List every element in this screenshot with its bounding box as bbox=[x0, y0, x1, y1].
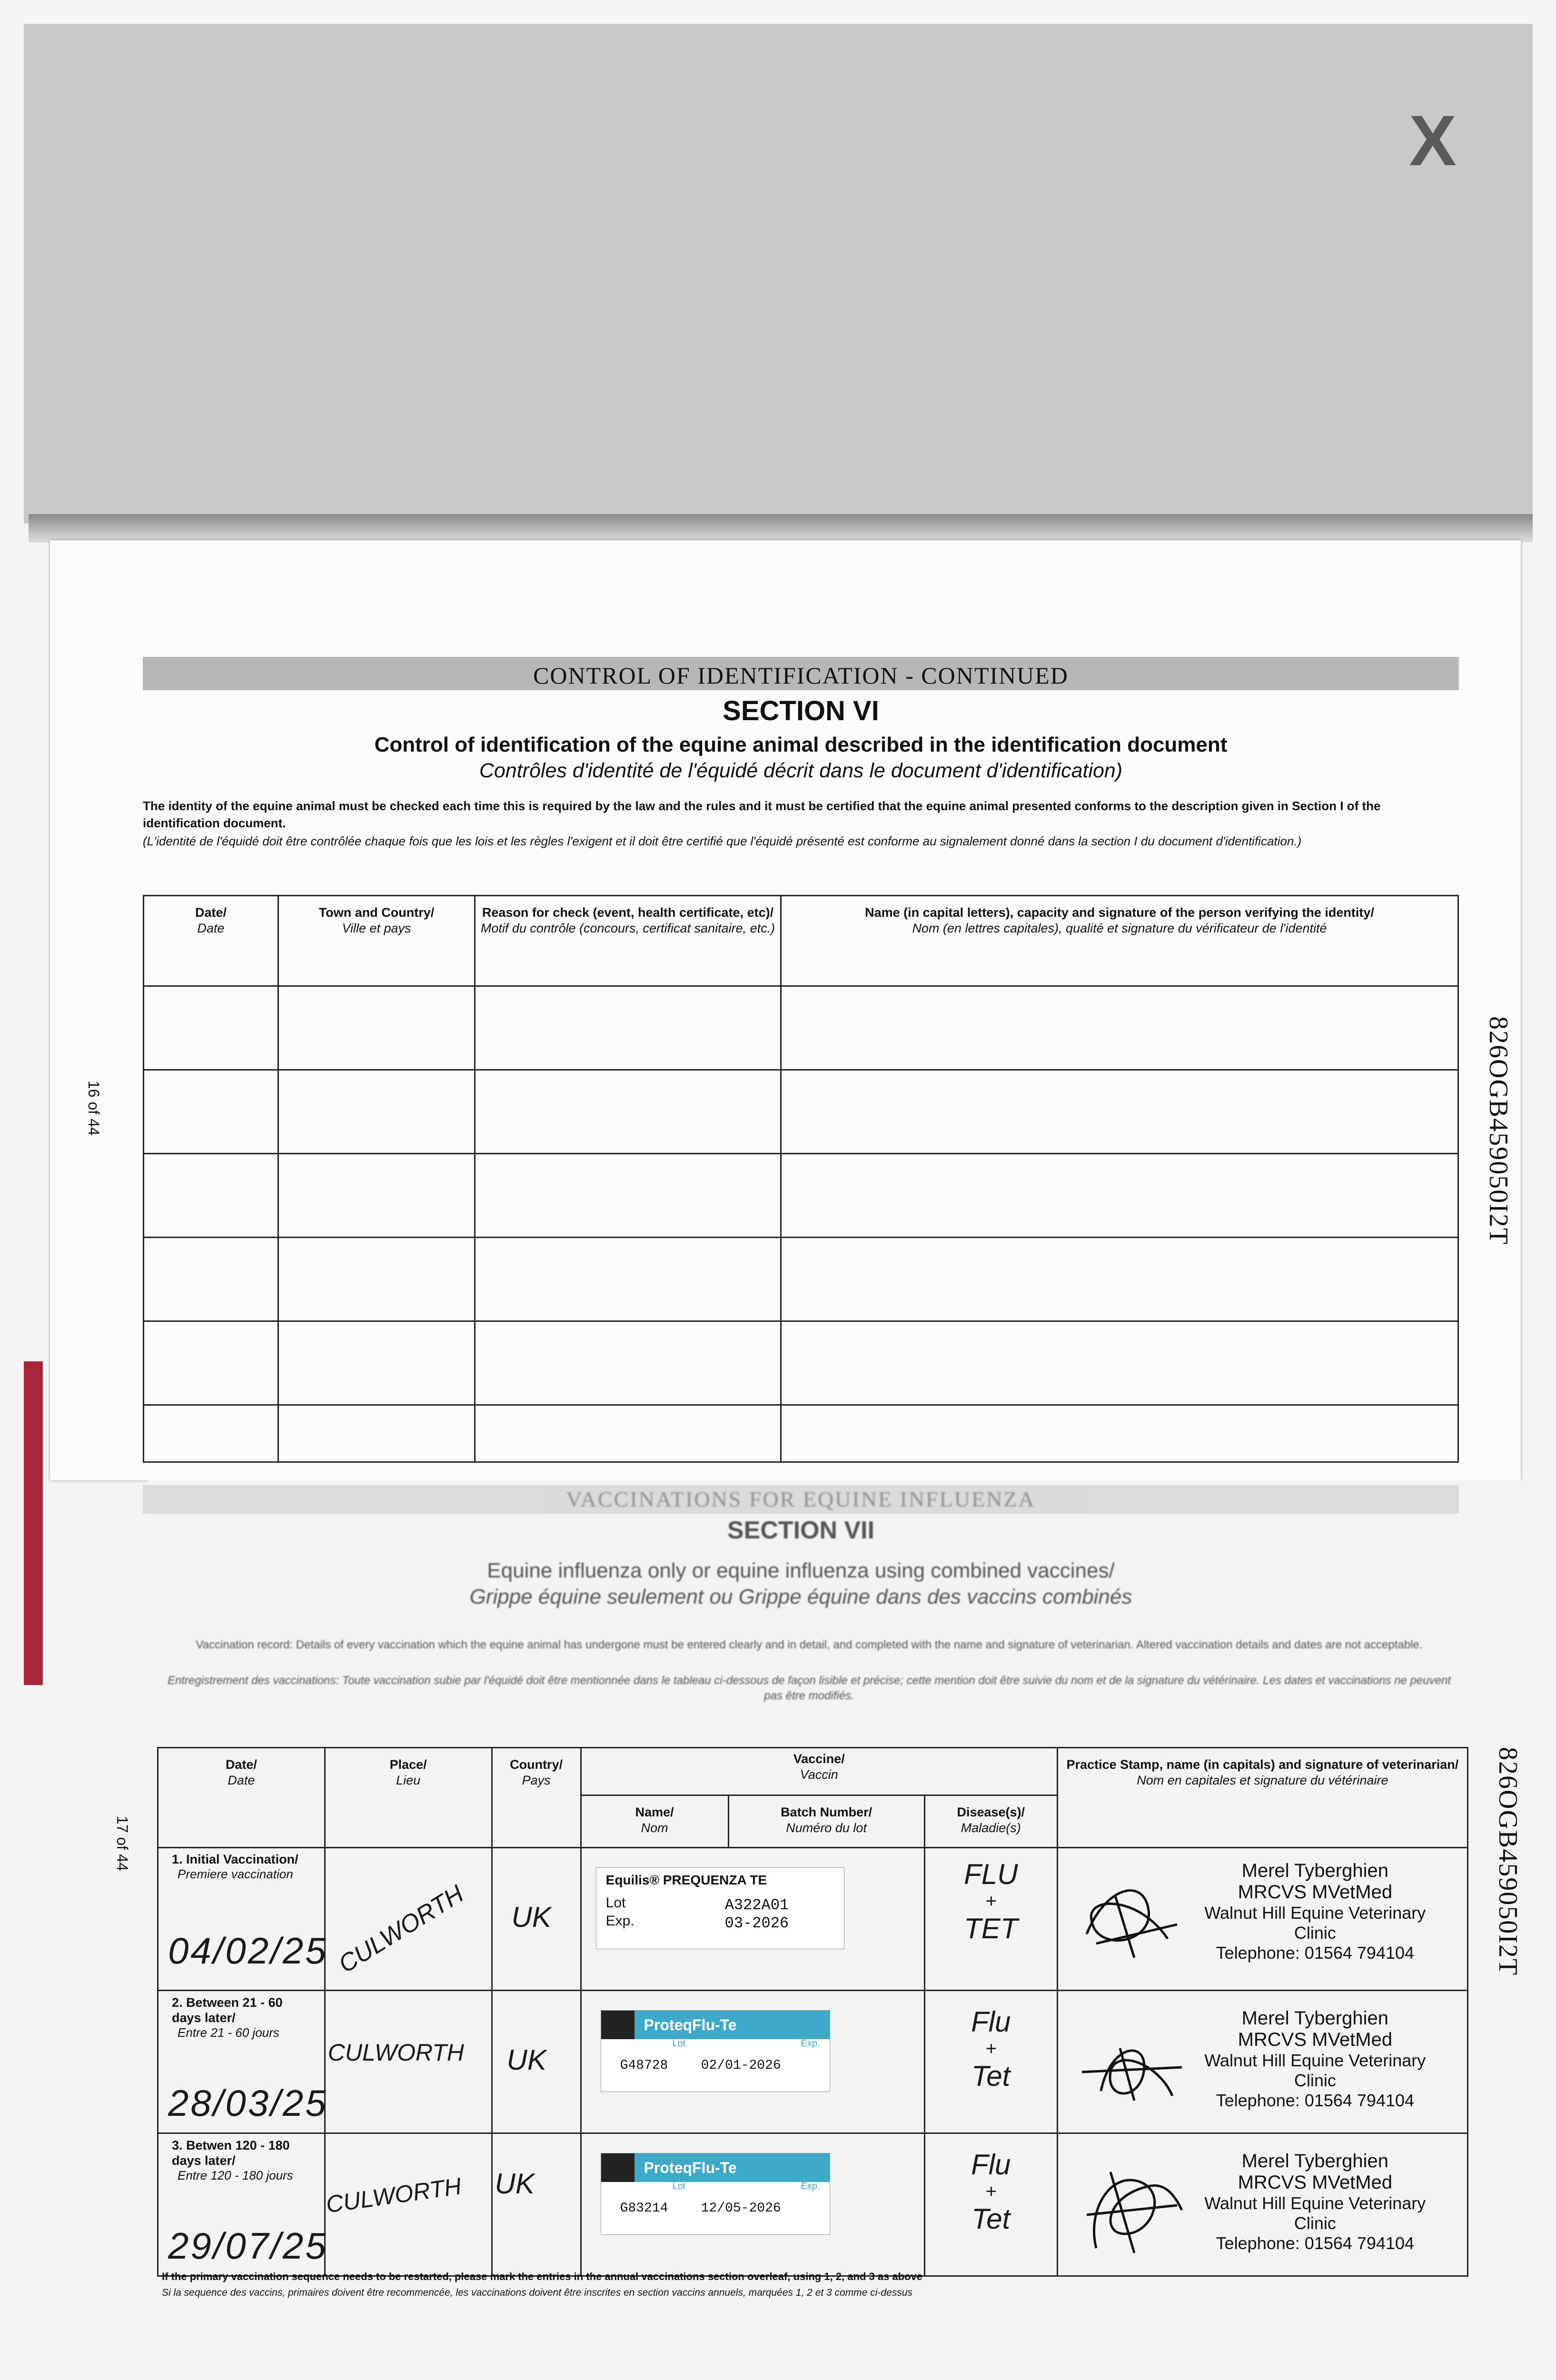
section-7-subtitle-fr: Grippe équine seulement ou Grippe équine dans des vaccins combinés bbox=[469, 1585, 1132, 1608]
place-cell[interactable] bbox=[325, 2133, 492, 2276]
country-cell[interactable] bbox=[492, 2133, 581, 2276]
table-cell[interactable] bbox=[278, 1238, 475, 1321]
table-row bbox=[144, 986, 1458, 1070]
vet-name: Merel Tyberghien bbox=[1241, 2008, 1388, 2029]
table-cell[interactable] bbox=[144, 1405, 278, 1462]
vet-name: Merel Tyberghien bbox=[1241, 1860, 1388, 1881]
document-number-bottom: 826OGB459050I2T bbox=[1493, 1747, 1523, 1976]
sticker-exp-label: Exp. bbox=[801, 2181, 820, 2192]
table-cell[interactable] bbox=[781, 1070, 1458, 1154]
table-cell[interactable] bbox=[278, 1405, 475, 1462]
country-cell[interactable] bbox=[492, 1848, 581, 1991]
date-cell[interactable] bbox=[158, 2133, 328, 2276]
vaccine-sticker bbox=[601, 2010, 830, 2092]
table-cell[interactable] bbox=[781, 1238, 1458, 1321]
table-cell[interactable] bbox=[144, 986, 278, 1070]
vaccine-sticker bbox=[601, 2153, 830, 2235]
sticker-logo-icon bbox=[601, 2153, 634, 2182]
section-7-banner bbox=[143, 1485, 1459, 1514]
table-row bbox=[144, 1238, 1458, 1321]
header-country: Country/ Pays bbox=[492, 1748, 581, 1848]
table-cell[interactable] bbox=[278, 1070, 475, 1154]
table-cell[interactable] bbox=[278, 1154, 475, 1238]
stamp-cell bbox=[1057, 2133, 1467, 2276]
header-place: Place/ Lieu bbox=[325, 1748, 492, 1848]
clinic-phone: Telephone: 01564 794104 bbox=[1216, 1943, 1415, 1963]
sticker-vaccine-name: Equilis® PREQUENZA TE bbox=[605, 1873, 767, 1887]
clinic-name: Walnut Hill Equine Veterinary Clinic bbox=[1204, 2193, 1426, 2233]
section-7-note: Vaccination record: Details of every vaccination which the equine animal has undergone must be entered clearly and in detail, and completed with the name and signature of veterinarian. Altered vaccination details and dates are not acceptable. bbox=[196, 1638, 1423, 1651]
header-date: Date/ Date bbox=[158, 1748, 325, 1848]
vet-stamp bbox=[1182, 1860, 1448, 1963]
disease-2: TET bbox=[964, 1913, 1018, 1944]
disease-plus: + bbox=[985, 2181, 997, 2202]
footer-note-fr: Si la sequence des vaccins, primaires doivent être recommencée, les vaccinations doivent être inscrites en section vaccins annuels, marquées 1, 2 et 3 comme ci-dessus bbox=[162, 2287, 912, 2298]
stamp-cell bbox=[1057, 1991, 1467, 2133]
vaccination-table bbox=[157, 1747, 1468, 2277]
header-date: Date/ Date bbox=[144, 896, 278, 986]
disease-2: Tet bbox=[971, 2203, 1011, 2235]
disease-plus: + bbox=[985, 2038, 997, 2059]
disease-cell[interactable] bbox=[924, 1991, 1057, 2133]
table-cell[interactable] bbox=[278, 1321, 475, 1405]
page-edge bbox=[29, 514, 1533, 543]
table-cell[interactable] bbox=[475, 1321, 781, 1405]
section-6-note-fr: (L'identité de l'équidé doit être contrôlée chaque fois que les lois et les règles l'exigent et il doit être certifié que l'équidé présenté est conforme au signalement donné dans la section I du document d'identification.) bbox=[143, 834, 1302, 848]
signature-scribble bbox=[1068, 2020, 1191, 2115]
section-7-banner-text: VACCINATIONS FOR EQUINE INFLUENZA bbox=[566, 1487, 1036, 1511]
expiry-date: 12/05-2026 bbox=[701, 2201, 781, 2216]
section-6-title: SECTION VI bbox=[723, 695, 879, 726]
section-6-note: The identity of the equine animal must be checked each time this is required by the law and the rules and it must be certified that the equine animal presented conforms to the description given in Section I of the identification document. bbox=[143, 799, 1381, 830]
table-cell[interactable] bbox=[144, 1154, 278, 1238]
footer-note: If the primary vaccination sequence needs to be restarted, please mark the entries in the annual vaccinations section overleaf, using 1, 2, and 3 as above bbox=[162, 2271, 923, 2282]
date-cell[interactable] bbox=[158, 1991, 328, 2133]
vaccine-sticker-cell bbox=[581, 1991, 924, 2133]
batch-number: G48728 bbox=[620, 2058, 668, 2073]
clinic-name: Walnut Hill Equine Veterinary Clinic bbox=[1204, 2051, 1426, 2090]
handwritten-country: UK bbox=[506, 2044, 546, 2076]
table-cell[interactable] bbox=[475, 986, 781, 1070]
signature-scribble bbox=[1068, 2153, 1191, 2267]
handwritten-place: CULWORTH bbox=[327, 2039, 464, 2066]
sticker-vaccine-name: ProteqFlu-Te bbox=[601, 2011, 830, 2039]
vaccination-row bbox=[158, 1991, 1468, 2133]
table-cell[interactable] bbox=[144, 1321, 278, 1405]
passport-cover bbox=[24, 24, 1533, 524]
stamp-cell bbox=[1057, 1848, 1467, 1991]
section-6-banner bbox=[143, 657, 1459, 690]
section-6-subtitle-fr: Contrôles d'identité de l'équidé décrit dans le document d'identification) bbox=[479, 759, 1123, 782]
sticker-lot-label: Lot bbox=[605, 1895, 626, 1911]
batch-number: G83214 bbox=[620, 2201, 668, 2216]
sticker-logo-icon bbox=[601, 2011, 634, 2039]
vaccine-sticker-cell bbox=[581, 2133, 924, 2276]
handwritten-country: UK bbox=[511, 1901, 551, 1933]
table-row bbox=[144, 1321, 1458, 1405]
section-7-title: SECTION VII bbox=[727, 1517, 875, 1544]
disease-plus: + bbox=[985, 1891, 997, 1912]
page-number-16: 16 of 44 bbox=[85, 1081, 102, 1136]
handwritten-date: 28/03/25 bbox=[168, 2082, 328, 2124]
expiry-date: 03-2026 bbox=[724, 1914, 789, 1932]
disease-1: Flu bbox=[971, 2006, 1011, 2038]
header-disease: Disease(s)/ Maladie(s) bbox=[924, 1795, 1057, 1848]
row-label-fr: Premiere vaccination bbox=[178, 1867, 293, 1881]
vaccine-sticker bbox=[596, 1867, 844, 1949]
vaccine-sticker-cell bbox=[581, 1848, 924, 1991]
sticker-exp-label: Exp. bbox=[605, 1913, 634, 1929]
batch-number: A322A01 bbox=[724, 1896, 789, 1914]
handwritten-place: CULWORTH bbox=[324, 2172, 463, 2218]
header-stamp: Practice Stamp, name (in capitals) and signature of veterinarian/ Nom en capitales et signature du vétérinaire bbox=[1057, 1748, 1467, 1848]
table-cell[interactable] bbox=[781, 1405, 1458, 1462]
table-cell[interactable] bbox=[781, 1154, 1458, 1238]
clinic-name: Walnut Hill Equine Veterinary Clinic bbox=[1204, 1903, 1426, 1943]
disease-2: Tet bbox=[971, 2060, 1011, 2092]
disease-1: Flu bbox=[971, 2149, 1011, 2181]
table-cell[interactable] bbox=[475, 1405, 781, 1462]
binding-strip bbox=[24, 1361, 43, 1685]
table-cell[interactable] bbox=[278, 986, 475, 1070]
table-row bbox=[144, 1070, 1458, 1154]
sticker-exp-label: Exp. bbox=[801, 2038, 820, 2049]
header-vaccine: Vaccine/ Vaccin bbox=[581, 1748, 1057, 1795]
clinic-phone: Telephone: 01564 794104 bbox=[1216, 2233, 1415, 2253]
table-cell[interactable] bbox=[144, 1070, 278, 1154]
identity-check-table bbox=[143, 895, 1459, 1463]
table-row bbox=[144, 1405, 1458, 1462]
sticker-vaccine-name: ProteqFlu-Te bbox=[601, 2153, 830, 2182]
vet-qualification: MRCVS MVetMed bbox=[1238, 2029, 1393, 2050]
table-cell[interactable] bbox=[781, 1321, 1458, 1405]
banner-text: CONTROL OF IDENTIFICATION - CONTINUED bbox=[533, 662, 1069, 689]
header-vaccine-name: Name/ Nom bbox=[581, 1795, 728, 1848]
row-label-fr: Entre 21 - 60 jours bbox=[178, 2025, 279, 2040]
vet-stamp bbox=[1182, 2008, 1448, 2111]
table-cell[interactable] bbox=[475, 1154, 781, 1238]
table-cell[interactable] bbox=[475, 1070, 781, 1154]
section-7-note-fr: Entregistrement des vaccinations: Toute vaccination subie par l'équidé doit être mentionnée dans le tableau ci-dessous de façon lisible et précise; cette mention doit être suivie du nom et de la signature du vétérinaire. Les dates et vaccinations ne peuvent pas être modifiés. bbox=[168, 1674, 1451, 1702]
row-label-fr: Entre 120 - 180 jours bbox=[178, 2168, 293, 2182]
handwritten-place: CULWORTH bbox=[334, 1880, 469, 1979]
header-verifier: Name (in capital letters), capacity and signature of the person verifying the identity/ Nom (en lettres capitales), qualité et signature du vérificateur de l'identité bbox=[781, 896, 1458, 986]
table-cell[interactable] bbox=[781, 986, 1458, 1070]
header-town: Town and Country/ Ville et pays bbox=[278, 896, 475, 986]
disease-cell[interactable] bbox=[924, 1848, 1057, 1991]
row-label: 1. Initial Vaccination/ bbox=[172, 1852, 298, 1866]
table-cell[interactable] bbox=[144, 1238, 278, 1321]
cover-x-mark: X bbox=[1409, 100, 1457, 180]
section-6-subtitle: Control of identification of the equine animal described in the identification document bbox=[374, 733, 1228, 756]
row-label: 3. Betwen 120 - 180 days later/ bbox=[172, 2138, 290, 2168]
expiry-date: 02/01-2026 bbox=[701, 2058, 781, 2073]
disease-1: FLU bbox=[964, 1858, 1018, 1890]
signature-scribble bbox=[1068, 1867, 1191, 1972]
table-cell[interactable] bbox=[475, 1238, 781, 1321]
place-cell[interactable] bbox=[325, 1991, 492, 2133]
vet-name: Merel Tyberghien bbox=[1241, 2151, 1388, 2172]
handwritten-date: 04/02/25 bbox=[168, 1930, 328, 1972]
header-reason: Reason for check (event, health certificate, etc)/ Motif du contrôle (concours, certificat sanitaire, etc.) bbox=[475, 896, 781, 986]
header-batch: Batch Number/ Numéro du lot bbox=[728, 1795, 924, 1848]
sticker-lot-label: Lot bbox=[672, 2181, 686, 2192]
vet-stamp bbox=[1182, 2151, 1448, 2253]
handwritten-date: 29/07/25 bbox=[168, 2225, 328, 2267]
row-label: 2. Between 21 - 60 days later/ bbox=[172, 1995, 283, 2025]
vaccination-row bbox=[158, 1848, 1468, 1991]
section-7-subtitle: Equine influenza only or equine influenza using combined vaccines/ bbox=[487, 1559, 1115, 1582]
country-cell[interactable] bbox=[492, 1991, 581, 2133]
disease-cell[interactable] bbox=[924, 2133, 1057, 2276]
place-cell[interactable] bbox=[325, 1848, 492, 1991]
vet-qualification: MRCVS MVetMed bbox=[1238, 1882, 1393, 1903]
vaccination-row bbox=[158, 2133, 1468, 2276]
sticker-lot-label: Lot bbox=[672, 2038, 686, 2049]
handwritten-country: UK bbox=[495, 2168, 535, 2200]
document-number-top: 826OGB459050I2T bbox=[1484, 1016, 1513, 1246]
clinic-phone: Telephone: 01564 794104 bbox=[1216, 2091, 1415, 2110]
vet-qualification: MRCVS MVetMed bbox=[1238, 2172, 1393, 2193]
table-row bbox=[144, 1154, 1458, 1238]
page-number-17: 17 of 44 bbox=[114, 1816, 131, 1871]
date-cell[interactable] bbox=[158, 1848, 328, 1991]
